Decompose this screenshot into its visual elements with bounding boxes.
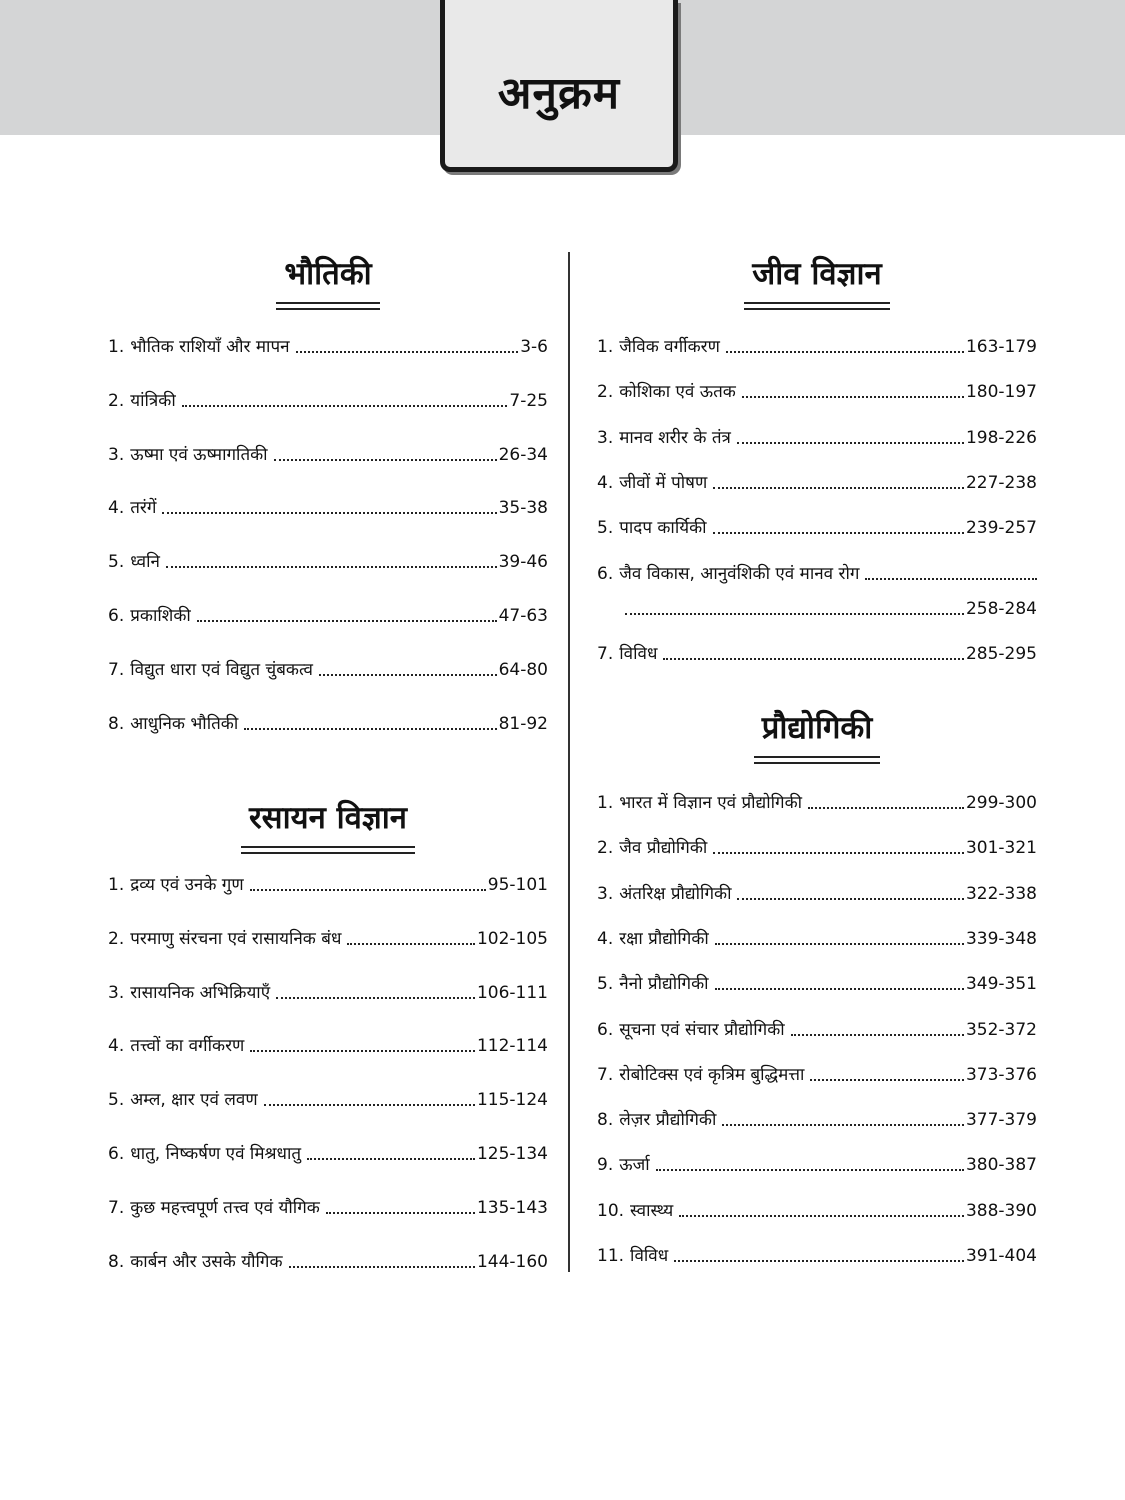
dot-leader [715, 988, 964, 990]
entry-number: 5. [597, 974, 614, 995]
dot-leader [162, 512, 496, 514]
toc-entry [597, 332, 1037, 358]
entry-number: 5. [108, 552, 125, 573]
section-heading-label: प्रौद्योगिकी [754, 706, 881, 758]
entry-number: 2. [108, 928, 125, 949]
toc-entry [108, 440, 548, 466]
entry-title: परमाणु संरचना एवं रासायनिक बंध [130, 928, 342, 949]
entry-title: ऊर्जा [619, 1155, 650, 1176]
entry-pages: 112-114 [476, 1036, 548, 1057]
entry-number: 2. [597, 382, 614, 403]
entry-pages: 301-321 [965, 838, 1037, 859]
dot-leader [625, 613, 964, 615]
toc-entry [108, 1247, 548, 1273]
entry-pages: 125-134 [476, 1144, 548, 1164]
entry-number: 6. [108, 1144, 125, 1164]
entry-title: धातु, निष्कर्षण एवं मिश्रधातु [130, 1144, 302, 1164]
entry-title: जैव प्रौद्योगिकी [619, 838, 708, 859]
section-heading [597, 252, 1037, 344]
entry-title: रक्षा प्रौद्योगिकी [619, 928, 709, 949]
entry-title: नैनो प्रौद्योगिकी [619, 974, 709, 995]
entry-title: स्वास्थ्य [630, 1200, 674, 1221]
entry-title: मानव शरीर के तंत्र [619, 427, 731, 448]
entry-pages: 391-404 [965, 1246, 1037, 1266]
entry-pages: 377-379 [965, 1110, 1037, 1131]
section-chemistry [108, 796, 548, 1272]
dot-leader [742, 396, 964, 398]
entry-number: 3. [108, 444, 125, 465]
entry-title: जीवों में पोषण [619, 472, 708, 493]
entry-title: ध्वनि [130, 552, 160, 573]
entry-pages: 81-92 [498, 713, 548, 734]
toc-entry [108, 386, 548, 412]
toc-entry [108, 978, 548, 1004]
entry-number: 6. [597, 563, 614, 584]
dot-leader [296, 351, 519, 353]
entry-title: तरंगें [130, 498, 157, 519]
entry-pages: 239-257 [965, 518, 1037, 539]
entry-title: रासायनिक अभिक्रियाएँ [130, 982, 271, 1003]
dot-leader [289, 1266, 475, 1268]
entry-pages: 102-105 [476, 928, 548, 949]
entry-number: 4. [597, 928, 614, 949]
column-divider [568, 252, 570, 1272]
dot-leader [326, 1212, 475, 1214]
entry-number: 3. [597, 883, 614, 904]
entry-pages: 106-111 [476, 982, 548, 1003]
entry-pages: 35-38 [498, 498, 548, 519]
toc-entry [108, 332, 548, 358]
toc-entry [108, 1193, 548, 1219]
toc-entry [108, 1085, 548, 1111]
dot-leader [182, 405, 508, 407]
entry-title: विविध [630, 1246, 669, 1266]
entry-pages: 388-390 [965, 1200, 1037, 1221]
entry-title: जैव विकास, आनुवंशिकी एवं मानव रोग [619, 563, 860, 584]
section-physics [108, 252, 548, 734]
entry-pages: 26-34 [498, 444, 548, 465]
entry-title: लेज़र प्रौद्योगिकी [619, 1110, 717, 1131]
entry-title: पादप कार्यिकी [619, 518, 707, 539]
toc-entry [597, 788, 1037, 814]
toc-entry [108, 547, 548, 573]
section-heading [597, 706, 1037, 798]
entry-pages: 144-160 [476, 1251, 548, 1272]
entry-number: 4. [108, 1036, 125, 1057]
entry-title: भारत में विज्ञान एवं प्रौद्योगिकी [619, 793, 803, 813]
entry-number: 5. [108, 1090, 125, 1111]
entry-pages: 64-80 [498, 659, 548, 680]
entry-number: 3. [108, 982, 125, 1003]
toc-entry [108, 709, 548, 735]
dot-leader [791, 1034, 964, 1036]
entry-title: कोशिका एवं ऊतक [619, 382, 736, 403]
entry-title: सूचना एवं संचार प्रौद्योगिकी [619, 1019, 785, 1040]
entry-pages: 47-63 [498, 606, 548, 626]
entry-number: 7. [108, 1197, 125, 1218]
toc-entry [597, 924, 1037, 950]
toc-entry [597, 423, 1037, 449]
toc-entry [597, 513, 1037, 539]
dot-leader [347, 943, 475, 945]
toc-entry [597, 468, 1037, 494]
entry-title: विविध [619, 644, 658, 665]
entry-pages: 115-124 [476, 1090, 548, 1111]
toc-entry [108, 1139, 548, 1165]
dot-leader [274, 459, 497, 461]
dot-leader [737, 898, 963, 900]
entry-number: 8. [597, 1110, 614, 1131]
dot-leader [319, 674, 497, 676]
toc-entry [597, 559, 1037, 585]
toc-entry [597, 1105, 1037, 1131]
entry-number: 9. [597, 1155, 614, 1176]
section-technology [597, 706, 1037, 1266]
dot-leader [715, 943, 964, 945]
section-heading-label: जीव विज्ञान [744, 252, 889, 304]
toc-entry [597, 377, 1037, 403]
entry-pages: 258-284 [965, 598, 1037, 619]
entry-title: विद्युत धारा एवं विद्युत चुंबकत्व [130, 659, 313, 680]
dot-leader [276, 997, 475, 999]
entry-pages: 322-338 [965, 883, 1037, 904]
dot-leader [674, 1260, 964, 1262]
entry-title: भौतिक राशियाँ और मापन [130, 337, 290, 357]
entry-pages: 39-46 [498, 552, 548, 573]
entry-title: यांत्रिकी [130, 390, 176, 411]
toc-entry-continued [597, 594, 1037, 620]
entry-pages: 380-387 [965, 1155, 1037, 1176]
entry-pages: 299-300 [965, 793, 1037, 813]
dot-leader [865, 578, 1037, 580]
toc-entry [108, 924, 548, 950]
entry-title: प्रकाशिकी [130, 606, 191, 626]
entry-pages: 339-348 [965, 928, 1037, 949]
dot-leader [808, 807, 964, 809]
entry-number: 11. [597, 1246, 625, 1266]
dot-leader [810, 1079, 964, 1081]
toc-entry [108, 601, 548, 627]
entry-number: 1. [108, 337, 125, 357]
entry-title: द्रव्य एवं उनके गुण [130, 875, 244, 895]
entry-pages: 7-25 [509, 390, 548, 411]
entry-number: 1. [108, 875, 125, 895]
section-heading [108, 252, 548, 344]
toc-entry [597, 639, 1037, 665]
dot-leader [722, 1124, 964, 1126]
entry-pages: 95-101 [487, 875, 548, 895]
dot-leader [713, 487, 964, 489]
entry-pages: 373-376 [965, 1064, 1037, 1085]
section-biology [597, 252, 1037, 665]
toc-entry [108, 493, 548, 519]
toc-entry [597, 1196, 1037, 1222]
entry-title: आधुनिक भौतिकी [130, 713, 239, 734]
entry-number: 8. [108, 713, 125, 734]
entry-title: कुछ महत्त्वपूर्ण तत्त्व एवं यौगिक [130, 1197, 320, 1218]
entry-number: 1. [597, 337, 614, 357]
entry-number: 7. [108, 659, 125, 680]
toc-entry [108, 870, 548, 896]
entry-number: 1. [597, 793, 614, 813]
entry-number: 6. [108, 606, 125, 626]
page-title: अनुक्रम [497, 67, 621, 119]
dot-leader [244, 728, 496, 730]
entry-number: 4. [108, 498, 125, 519]
entry-number: 8. [108, 1251, 125, 1272]
dot-leader [713, 532, 964, 534]
dot-leader [656, 1169, 964, 1171]
entry-title: रोबोटिक्स एवं कृत्रिम बुद्धिमत्ता [619, 1064, 805, 1085]
entry-number: 4. [597, 472, 614, 493]
entry-title: अंतरिक्ष प्रौद्योगिकी [619, 883, 732, 904]
entry-title: कार्बन और उसके यौगिक [130, 1251, 283, 1272]
entry-pages: 163-179 [965, 337, 1037, 357]
toc-entry [597, 879, 1037, 905]
entry-pages: 3-6 [520, 337, 548, 357]
dot-leader [307, 1158, 475, 1160]
section-heading-label: भौतिकी [276, 252, 379, 304]
entry-pages: 227-238 [965, 472, 1037, 493]
entry-pages: 135-143 [476, 1197, 548, 1218]
dot-leader [726, 351, 964, 353]
entry-number: 2. [108, 390, 125, 411]
entry-pages: 352-372 [965, 1019, 1037, 1040]
entry-pages: 285-295 [965, 644, 1037, 665]
dot-leader [737, 442, 964, 444]
entry-pages: 180-197 [965, 382, 1037, 403]
dot-leader [250, 1050, 475, 1052]
section-heading-label: रसायन विज्ञान [241, 796, 415, 848]
dot-leader [197, 620, 497, 622]
entry-title: ऊष्मा एवं ऊष्मागतिकी [130, 444, 268, 465]
toc-entry [108, 655, 548, 681]
entry-number: 5. [597, 518, 614, 539]
toc-entry [108, 1031, 548, 1057]
entry-pages: 198-226 [965, 427, 1037, 448]
toc-entry [597, 833, 1037, 859]
entry-number: 6. [597, 1019, 614, 1040]
entry-number: 3. [597, 427, 614, 448]
entry-number: 10. [597, 1200, 625, 1221]
dot-leader [264, 1104, 475, 1106]
entry-number: 7. [597, 644, 614, 665]
toc-entry [597, 1241, 1037, 1267]
entry-pages: 349-351 [965, 974, 1037, 995]
title-box [440, 0, 678, 172]
dot-leader [250, 889, 486, 891]
entry-title: अम्ल, क्षार एवं लवण [130, 1090, 258, 1111]
dot-leader [679, 1215, 964, 1217]
dot-leader [713, 852, 964, 854]
entry-title: तत्त्वों का वर्गीकरण [130, 1036, 245, 1057]
entry-number: 2. [597, 838, 614, 859]
toc-entry [597, 1060, 1037, 1086]
toc-entry [597, 969, 1037, 995]
entry-title: जैविक वर्गीकरण [619, 337, 720, 357]
toc-entry [597, 1150, 1037, 1176]
entry-number: 7. [597, 1064, 614, 1085]
dot-leader [166, 566, 497, 568]
dot-leader [663, 658, 964, 660]
toc-entry [597, 1015, 1037, 1041]
